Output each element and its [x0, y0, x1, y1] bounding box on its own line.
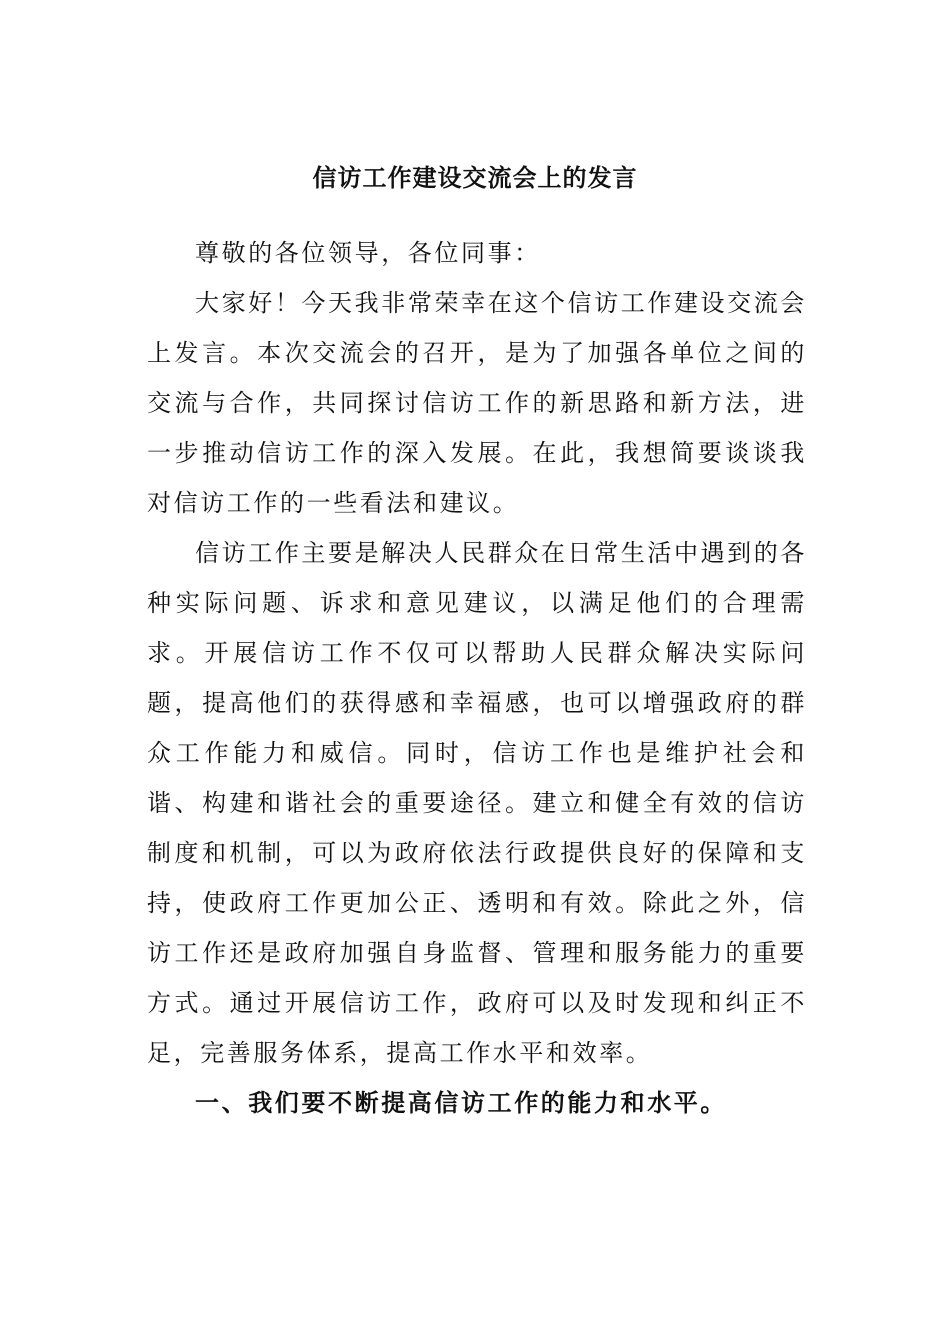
document-title: 信访工作建设交流会上的发言: [312, 164, 638, 192]
document-body: [147, 228, 807, 1128]
paragraph-greeting: 大家好！今天我非常荣幸在这个信访工作建设交流会上发言。本次交流会的召开，是为了加强各单位之间的交流与合作，共同探讨信访工作的新思路和新方法，进一步推动信访工作的深入发展。在此，我想简要谈谈我对信访工作的一些看法和建议。: [147, 289, 807, 517]
paragraph-role-of-petition-work: 信访工作主要是解决人民群众在日常生活中遇到的各种实际问题、诉求和意见建议，以满足他们的合理需求。开展信访工作不仅可以帮助人民群众解决实际问题，提高他们的获得感和幸福感，也可以增强政府的群众工作能力和威信。同时，信访工作也是维护社会和谐、构建和谐社会的重要途径。建立和健全有效的信访制度和机制，可以为政府依法行政提供良好的保障和支持，使政府工作更加公正、透明和有效。除此之外，信访工作还是政府加强自身监督、管理和服务能力的重要方式。通过开展信访工作，政府可以及时发现和纠正不足，完善服务体系，提高工作水平和效率。: [147, 539, 807, 1067]
section-heading: 一、我们要不断提高信访工作的能力和水平。: [195, 1089, 727, 1117]
salutation: 尊敬的各位领导，各位同事：: [195, 239, 541, 267]
